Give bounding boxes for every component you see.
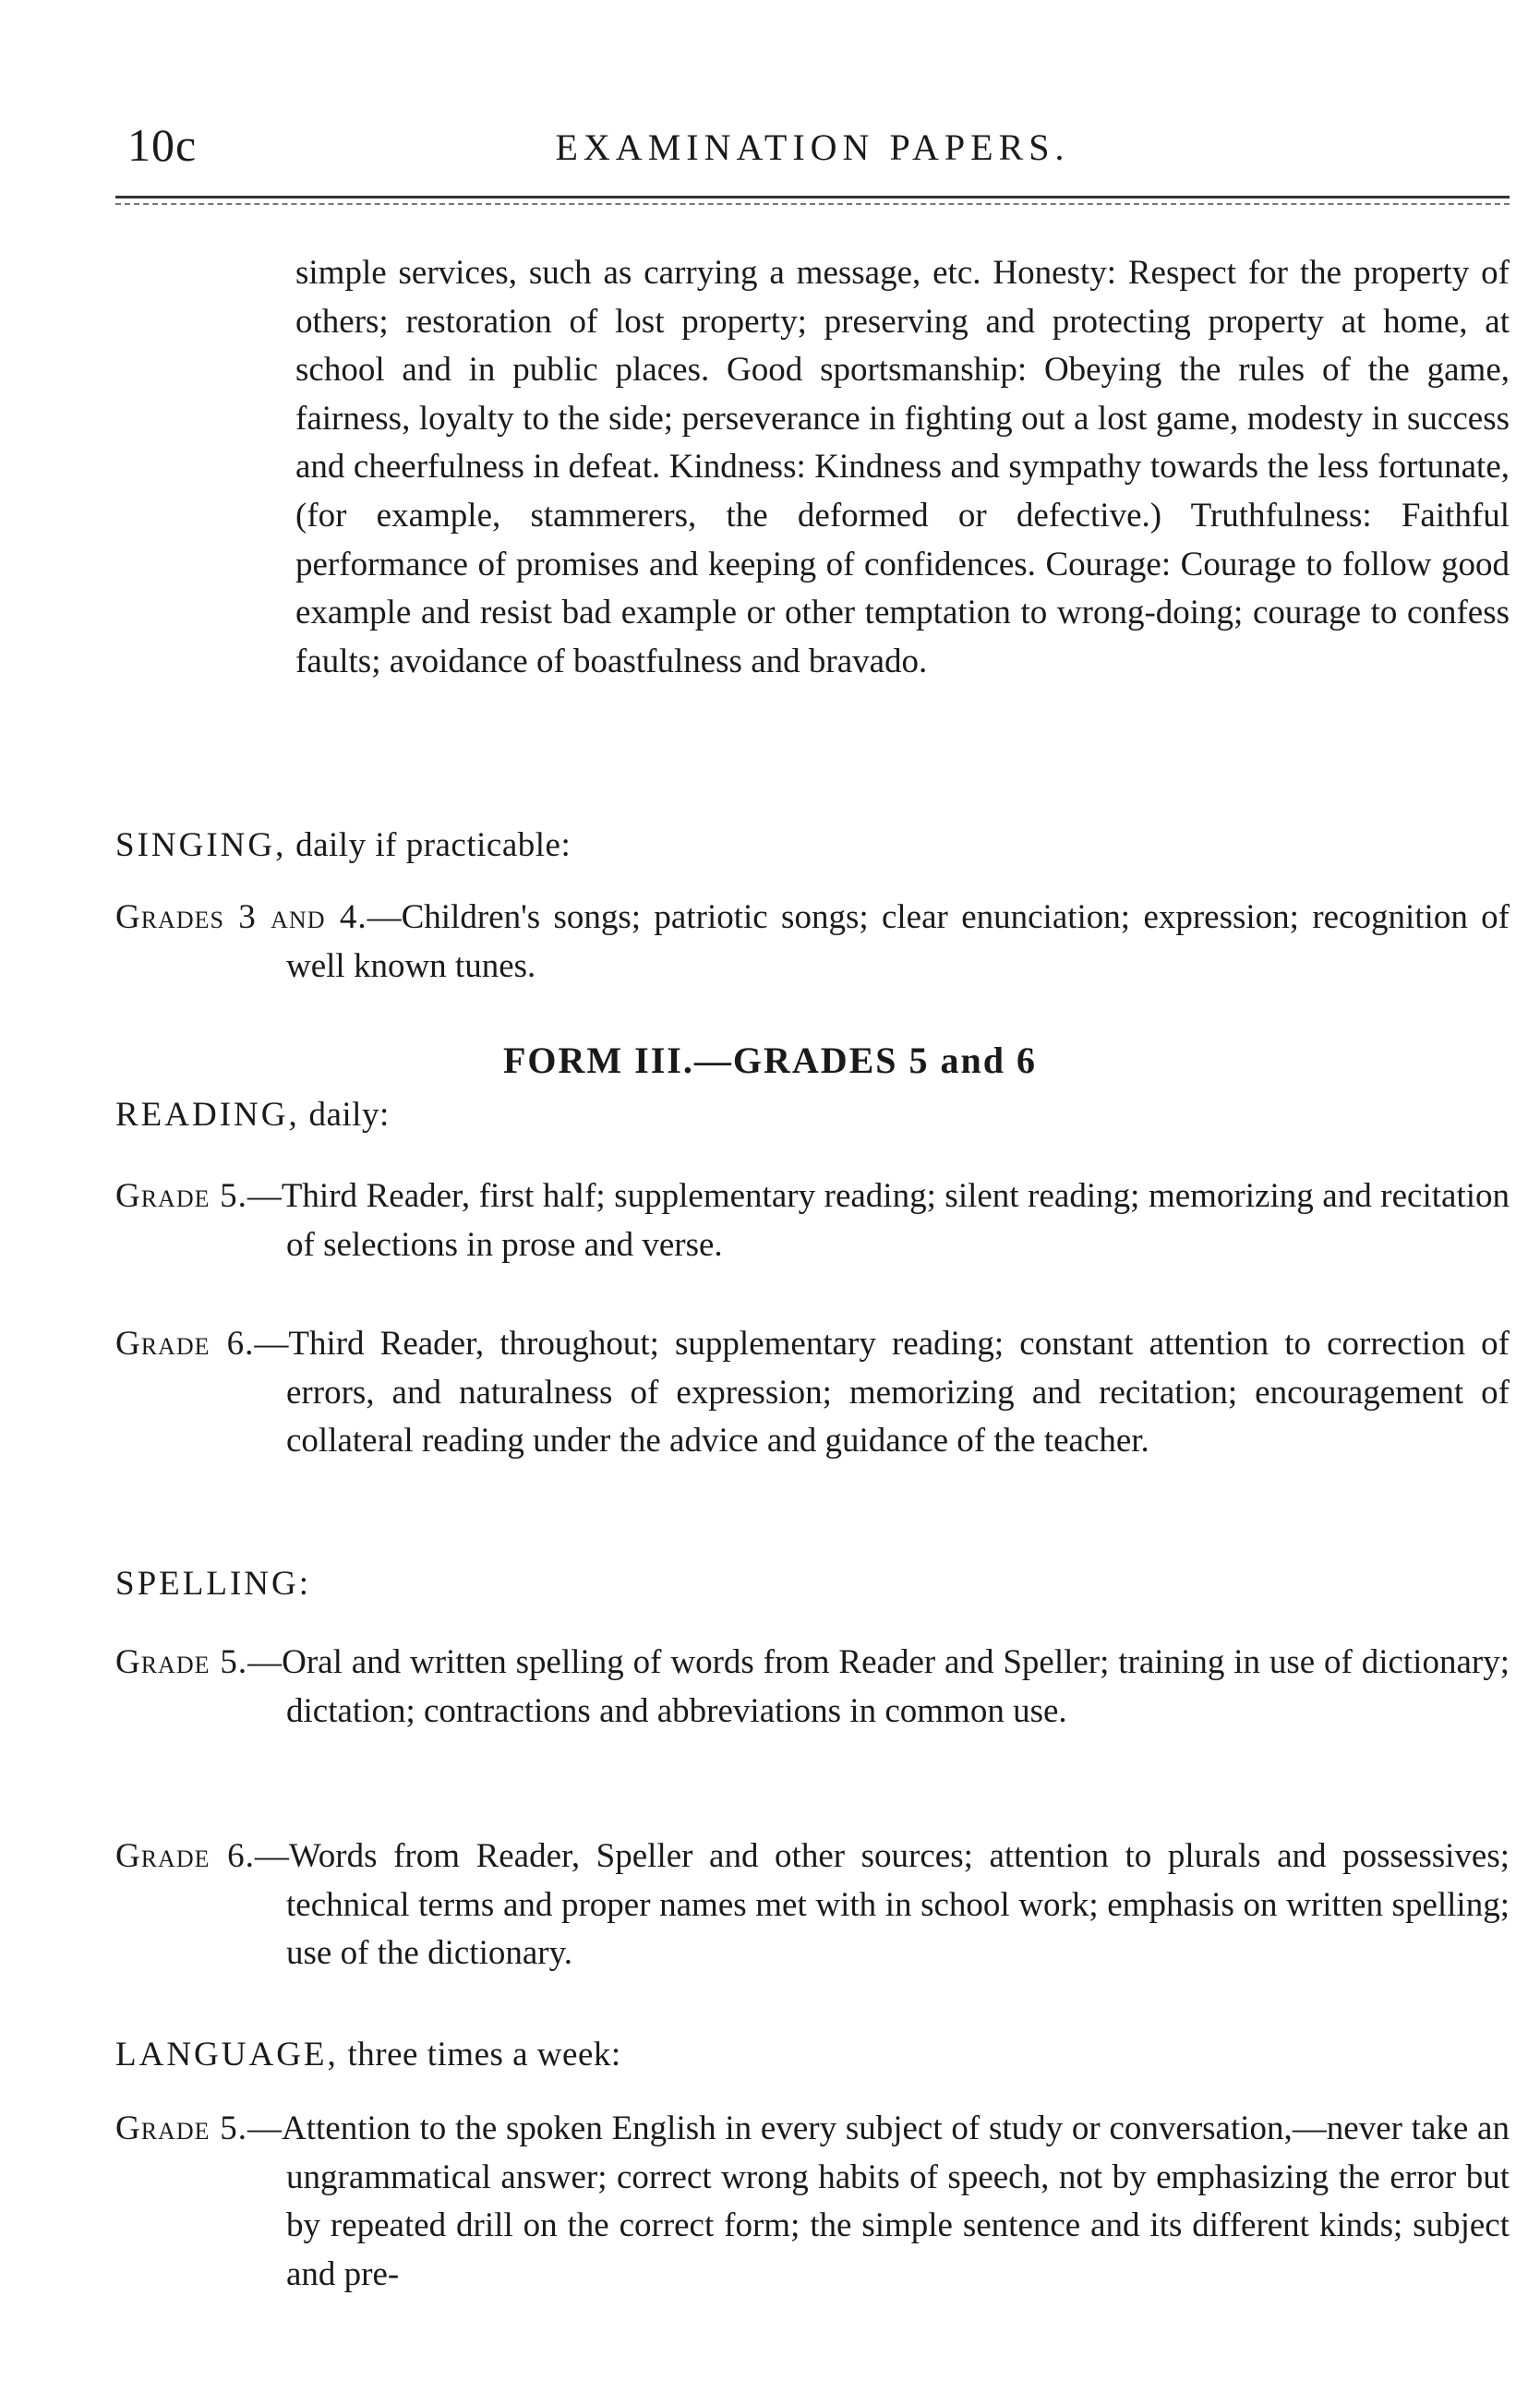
grade-text: —Third Reader, first half; supplementary reading; silent reading; memorizing and recitation of selections in prose and verse.	[247, 1177, 1510, 1264]
page-header	[115, 118, 1510, 174]
form-title: FORM III.—GRADES 5 and 6	[502, 1040, 1038, 1081]
grade-label: Grade 6.	[115, 1325, 255, 1363]
header-rule	[115, 196, 1510, 198]
section-heading-reading	[115, 1091, 390, 1139]
grade-text: —Words from Reader, Speller and other sources; attention to plurals and possessives; technical terms and proper names met with in school work; emphasis on written spelling; use of the dictionary.	[254, 1837, 1510, 1973]
section-frequency: daily:	[299, 1096, 390, 1134]
running-title: EXAMINATION PAPERS.	[555, 126, 1070, 168]
grade-text: —Oral and written spelling of words from Reader and Speller; training in use of dictionary; dictation; contractions and abbreviations in common use.	[247, 1643, 1510, 1730]
section-title: SPELLING:	[115, 1565, 311, 1603]
section-heading-singing	[115, 822, 571, 870]
grade-label: Grade 5.	[115, 2110, 247, 2147]
grade-entry-language-5	[115, 2105, 1510, 2299]
grade-label: Grade 5.	[115, 1643, 248, 1681]
intro-paragraph: simple services, such as carrying a message, etc. Honesty: Respect for the property of others; restoration of lost property; preserving and protecting property at home, at school and in public places. Good sportsmanship: Obeying the rules of the game, fairness, loyalty to the side; perseverance in fighting out a lost game, modesty in success and cheerfulness in defeat. Kindness: Kindness and sympathy towards the less fortunate, (for example, stammerers, the deformed or defective.) Truthfulness: Faithful performance of promises and keeping of confidences. Courage: Courage to follow good example and resist bad example or other temptation to wrong-doing; courage to confess faults; avoidance of boastfulness and bravado.	[295, 254, 1510, 680]
section-frequency: three times a week:	[338, 2036, 621, 2073]
grade-entry-singing-3-4	[115, 894, 1510, 991]
grade-entry-spelling-5	[115, 1639, 1510, 1736]
grade-label: Grade 6.	[115, 1837, 255, 1875]
grade-entry-spelling-6	[115, 1833, 1510, 1978]
grade-label: Grades 3 and 4.	[115, 898, 367, 936]
grade-text: —Attention to the spoken English in every subject of study or conversation,—never take an ungrammatical answer; correct wrong habits of speech, not by emphasizing the error but by repeated drill on the correct form; the simple sentence and its different kinds; subject and pre-	[247, 2110, 1510, 2293]
section-frequency: daily if practicable:	[286, 826, 571, 864]
grade-text: —Children's songs; patriotic songs; clear enunciation; expression; recognition of well known tunes.	[286, 898, 1510, 985]
grade-entry-reading-5	[115, 1172, 1510, 1269]
section-heading-language	[115, 2031, 621, 2079]
header-rule-secondary	[115, 203, 1510, 205]
section-heading-spelling	[115, 1560, 311, 1608]
section-title: SINGING,	[115, 826, 287, 864]
section-title: READING,	[115, 1096, 300, 1134]
section-title: LANGUAGE,	[115, 2036, 339, 2073]
grade-label: Grade 5.	[115, 1177, 247, 1215]
page-number: 10c	[127, 119, 198, 171]
grade-entry-reading-6	[115, 1320, 1510, 1466]
grade-text: —Third Reader, throughout; supplementary reading; constant attention to correction of errors, and naturalness of expression; memorizing and recitation; encouragement of collateral reading under the advice and guidance of the teacher.	[254, 1325, 1510, 1460]
